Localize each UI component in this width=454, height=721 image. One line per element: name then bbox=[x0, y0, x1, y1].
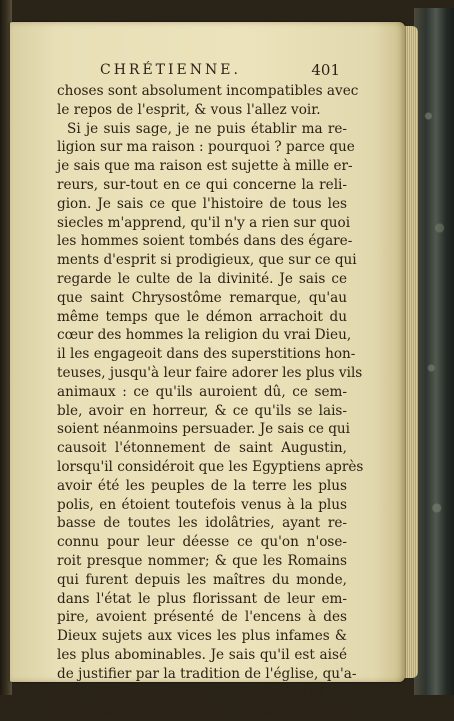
text-line: roit presque nommer; & que les Romains bbox=[57, 552, 347, 569]
text-line: cœur des hommes la religion du vrai Dieu, bbox=[57, 327, 352, 344]
text-line: lorsqu'il considéroit que les Egyptiens après bbox=[57, 458, 364, 475]
text-line: ligion sur ma raison : pourquoi ? parce que bbox=[57, 139, 355, 156]
text-line: basse de toutes les idolâtries, ayant re- bbox=[57, 515, 347, 532]
text-line: les hommes soient tombés dans des égare- bbox=[57, 233, 353, 250]
text-line: causoit l'étonnement de saint Augustin, bbox=[57, 440, 347, 457]
text-line: près la venue même de Jesus-Christ, il bbox=[57, 684, 347, 701]
page-number: 401 bbox=[311, 61, 340, 79]
text-line: je sais que ma raison est sujette à mille er- bbox=[57, 158, 353, 175]
page-header bbox=[100, 62, 340, 82]
text-line: Dieux sujets aux vices les plus infames & bbox=[57, 628, 347, 645]
text-line: siecles m'apprend, qu'il n'y a rien sur quoi bbox=[57, 214, 351, 231]
text-line: polis, en étoient toutefois venus à la plus bbox=[57, 496, 347, 513]
text-line: regarde le culte de la divinité. Je sais ce bbox=[57, 270, 347, 287]
text-line: choses sont absolument incompatibles avec bbox=[57, 83, 359, 99]
text-line: de justifier par la tradition de l'église, qu'a- bbox=[57, 665, 357, 682]
body-text bbox=[57, 82, 364, 721]
text-line: dans l'état le plus florissant de leur em- bbox=[57, 590, 347, 607]
text-line: connu pour leur déesse ce qu'on n'ose- bbox=[57, 534, 347, 551]
text-line: ble, avoir en horreur, & ce qu'ils se lais- bbox=[57, 402, 347, 419]
text-line: même temps que le démon arrachoit du bbox=[57, 308, 347, 325]
text-line: le repos de l'esprit, & vous l'allez voir. bbox=[57, 101, 321, 118]
text-line: qui furent depuis les maîtres du monde, bbox=[57, 571, 347, 588]
text-line: animaux : ce qu'ils auroient dû, ce sem- bbox=[57, 383, 347, 400]
text-line: Si je suis sage, je ne puis établir ma re- bbox=[67, 120, 347, 137]
text-line: ments d'esprit si prodigieux, que sur ce qui bbox=[57, 252, 357, 269]
text-line: il les engageoit dans des superstitions hon- bbox=[57, 346, 356, 363]
text-line: gion. Je sais ce que l'histoire de tous les bbox=[57, 195, 347, 212]
text-line: n'y a point eu d'hérésie si extravagante, bbox=[57, 703, 347, 720]
text-line: avoir été les peuples de la terre les plus bbox=[57, 477, 347, 494]
text-line: reurs, sur-tout en ce qui concerne la reli- bbox=[57, 176, 347, 193]
running-head: CHRÉTIENNE. bbox=[100, 62, 241, 78]
cover-marbling bbox=[420, 60, 448, 620]
text-line: que saint Chrysostôme remarque, qu'au bbox=[57, 289, 347, 306]
text-line: soient néanmoins persuader. Je sais ce qui bbox=[57, 421, 351, 438]
text-line: les plus abominables. Je sais qu'il est aisé bbox=[57, 646, 347, 663]
text-line: pire, avoient présenté de l'encens à des bbox=[57, 609, 347, 626]
text-line: teuses, jusqu'à leur faire adorer les plus vils bbox=[57, 364, 363, 381]
